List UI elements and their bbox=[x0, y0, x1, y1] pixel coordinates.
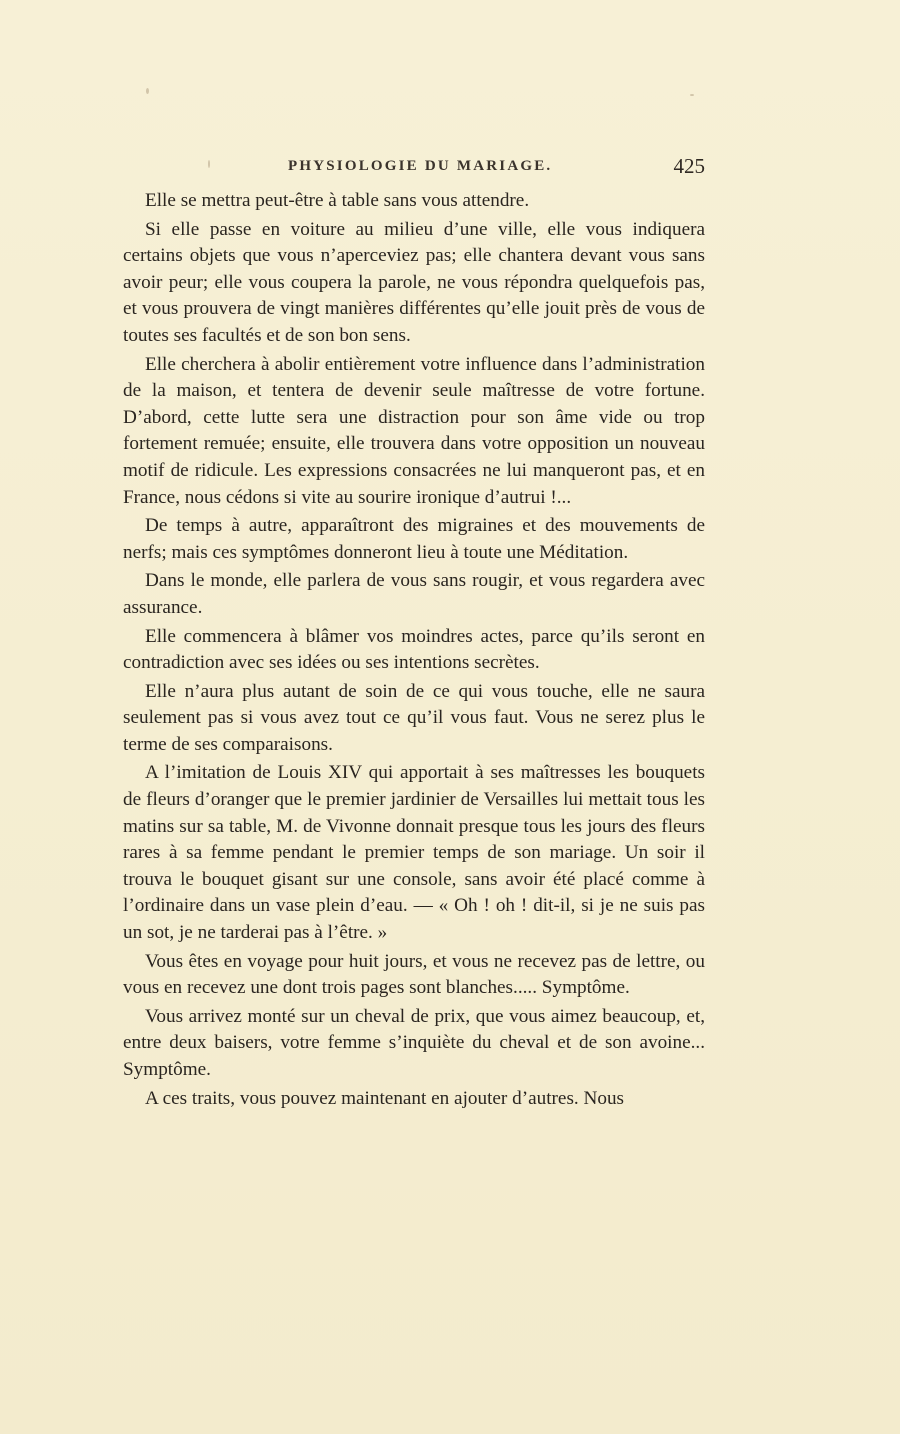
paragraph: Elle n’aura plus autant de soin de ce qui vous touche, elle ne saura seulement pas si vous avez tout ce qu’il vous faut. Vous ne serez plus le terme de ses comparaisons. bbox=[123, 680, 705, 755]
paragraph: Elle cherchera à abolir entièrement votre influence dans l’administration de la maison, et tentera de devenir seule maîtresse de votre fortune. D’abord, cette lutte sera une distraction pour son âme vide ou trop fortement remuée; ensuite, elle trouvera dans votre opposition un nouveau motif de ridicule. Les expressions consacrées ne lui manqueront pas, et en France, nous cédons si vite au sourire ironique d’autrui !... bbox=[123, 353, 705, 508]
body-text bbox=[123, 188, 705, 1112]
running-header bbox=[123, 154, 705, 188]
paragraph: Dans le monde, elle parlera de vous sans rougir, et vous regardera avec assurance. bbox=[123, 570, 705, 618]
paragraph: Elle commencera à blâmer vos moindres actes, parce qu’ils seront en contradiction avec ses idées ou ses intentions secrètes. bbox=[123, 625, 705, 674]
running-title: PHYSIOLOGIE DU MARIAGE. bbox=[288, 158, 553, 174]
paragraph-continued: A ces traits, vous pouvez maintenant en ajouter d’autres. Nous bbox=[145, 1087, 625, 1109]
paragraph: Elle se mettra peut-être à table sans vous attendre. bbox=[145, 190, 530, 211]
paper-speck bbox=[690, 94, 694, 96]
paragraph: A l’imitation de Louis XIV qui apportait à ses maîtresses les bouquets de fleurs d’oranger que le premier jardinier de Versailles lui mettait tous les matins sur sa table, M. de Vivonne donnait presque tous les jours des fleurs rares à sa femme pendant le premier temps de son mariage. Un soir il trouva le bouquet gisant sur une console, sans avoir été placé comme à l’ordinaire dans un vase plein d’eau. — « Oh ! oh ! dit-il, si je ne suis pas un sot, je ne tarderai pas à l’être. » bbox=[123, 762, 705, 944]
paragraph: Si elle passe en voiture au milieu d’une ville, elle vous indiquera certains objets que vous n’aperceviez pas; elle chantera devant vous sans avoir peur; elle vous coupera la parole, ne vous répondra quelquefois pas, et vous prouvera de vingt manières différentes qu’elle jouit près de vous de toutes ses facultés et de son bon sens. bbox=[123, 218, 705, 346]
paragraph: Vous êtes en voyage pour huit jours, et vous ne recevez pas de lettre, ou vous en recevez une dont trois pages sont blanches..... Symptôme. bbox=[123, 950, 705, 999]
page-number: 425 bbox=[673, 154, 705, 178]
paragraph: De temps à autre, apparaîtront des migraines et des mouvements de nerfs; mais ces symptômes donneront lieu à toute une Méditation. bbox=[123, 515, 705, 563]
paragraph: Vous arrivez monté sur un cheval de prix, que vous aimez beaucoup, et, entre deux baisers, votre femme s’inquiète du cheval et de son avoine... Symptôme. bbox=[123, 1005, 705, 1080]
paper-speck bbox=[146, 88, 149, 94]
